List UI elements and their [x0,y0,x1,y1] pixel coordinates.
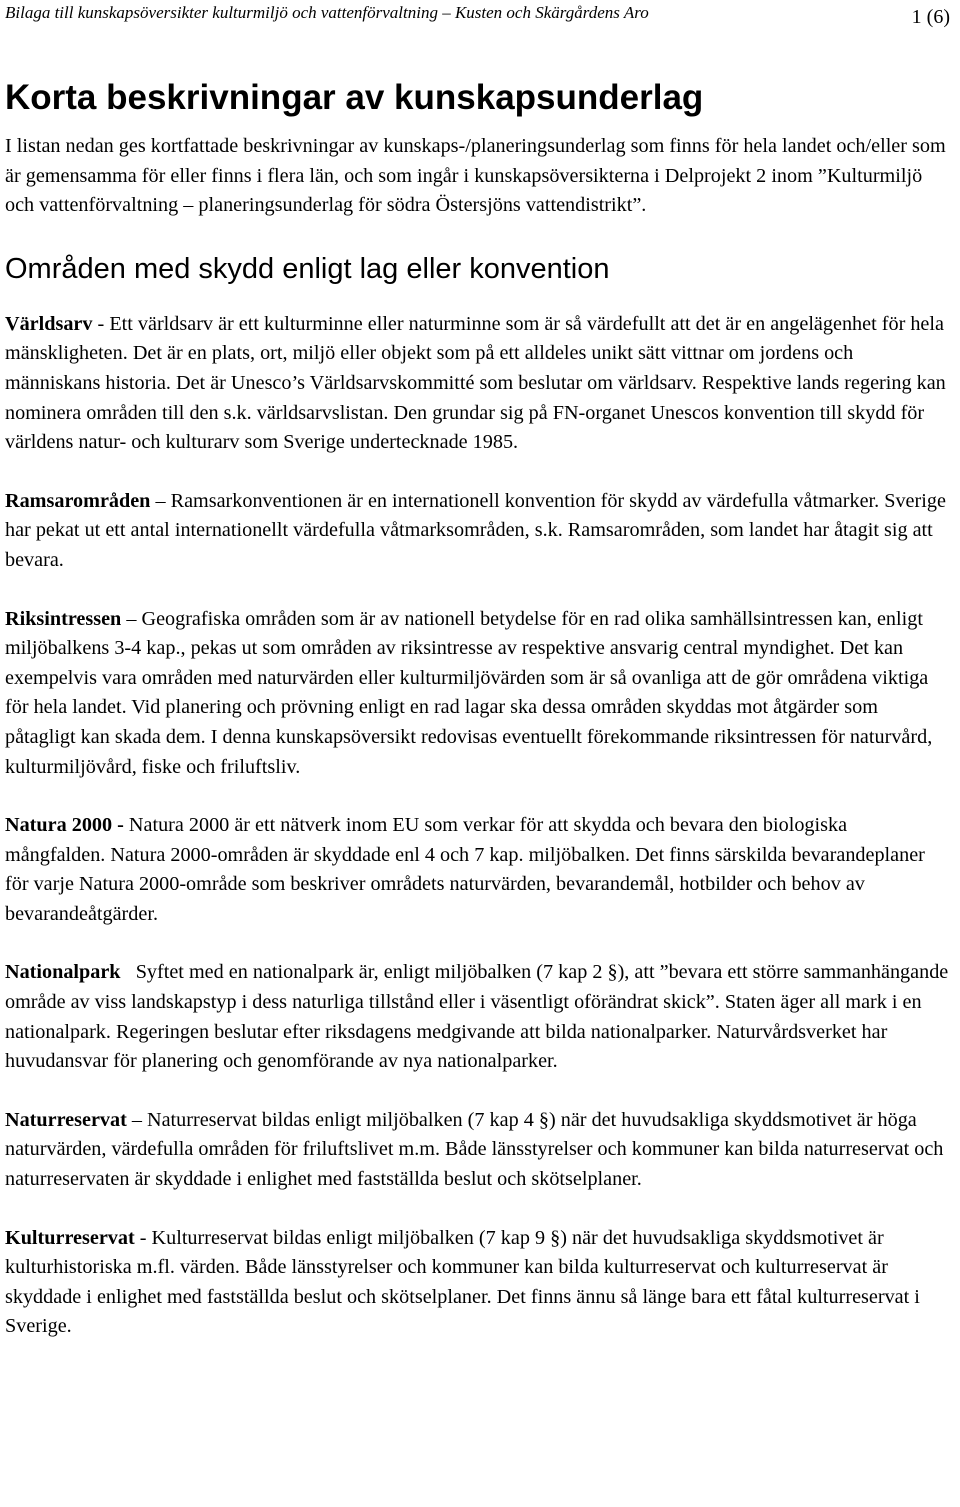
entry-riksintressen [5,605,952,783]
page-title: Korta beskrivningar av kunskapsunderlag [5,78,704,117]
entry-separator: – [121,607,142,630]
entry-term: Ramsarområden [5,489,151,512]
entry-kulturreservat [5,1224,952,1342]
entry-term: Nationalpark [5,961,121,984]
entry-text: Ramsarkonventionen är en internationell konvention för skydd av värdefulla våtmarker. Sverige har pekat ut ett antal internationellt värdefulla våtmarksområden, s.k. Ramsarområden, som landet har åtagit sig att bevara. [5,489,946,571]
running-header [5,0,952,30]
entry-term: Naturreservat [5,1108,127,1131]
entry-naturreservat [5,1106,952,1195]
page-number: 1 (6) [911,6,950,28]
entry-paragraph [5,1224,952,1342]
entry-text: Kulturreservat bildas enligt miljöbalken (7 kap 9 §) när det huvudsakliga skyddsmotivet är kulturhistoriska m.fl. värden. Både länsstyrelser och kommuner kan bilda kulturreservat och kulturreservat är skyddade i enlighet med fastställda beslut och skötselplaner. Det finns ännu så länge bara ett fåtal kulturreservat i Sverige. [5,1226,920,1338]
entry-paragraph [5,958,952,1076]
entry-separator: - [134,1226,152,1249]
entry-separator: – [126,1108,148,1131]
entry-ramsaromraden [5,487,952,576]
entry-text: Natura 2000 är ett nätverk inom EU som verkar för att skydda och bevara den biologiska mångfalden. Natura 2000-områden är skyddade enl 4 och 7 kap. miljöbalken. Det finns särskilda bevarandeplaner för varje Natura 2000-område som beskriver områdets naturvärden, bevarandemål, hotbilder och behov av bevarandeåtgärder. [5,814,925,925]
running-title: Bilaga till kunskapsöversikter kulturmiljö och vattenförvaltning – Kusten och Skärgårdens Aro [5,3,649,22]
section-heading: Områden med skydd enligt lag eller konvention [5,252,610,285]
entry-paragraph [5,1106,952,1195]
entry-natura-2000 [5,811,952,929]
entry-term: Kulturreservat [5,1226,135,1249]
entry-separator: - [92,312,110,335]
entry-paragraph [5,811,952,929]
entry-text: Ett världsarv är ett kulturminne eller naturminne som är så värdefullt att det är en angelägenhet för hela mänskligheten. Det är en plats, ort, miljö eller objekt som på ett alldeles unikt sätt vittnar om jordens och människans historia. Det är Unesco’s Världsarvskommitté som beslutar om världsarv. Respektive lands regering kan nominera områden till den s.k. världsarvslistan. Den grundar sig på FN-organet Unescos konvention till skydd för världens natur- och kulturarv som Sverige undertecknade 1985. [5,312,946,454]
entry-paragraph [5,487,952,576]
entry-term: Riksintressen [5,607,122,630]
entry-term: Världsarv [5,312,93,335]
entry-term: Natura 2000 - [5,814,124,837]
entry-separator: – [150,489,171,512]
entry-paragraph [5,605,952,783]
entry-text: Syftet med en nationalpark är, enligt miljöbalken (7 kap 2 §), att ”bevara ett större sammanhängande område av viss landskapstyp i dess naturliga tillstånd eller i väsentligt oförändrat skick”. Staten äger all mark i en nationalpark. Regeringen beslutar efter riksdagens medgivande att bilda nationalparker. Naturvårdsverket har huvudansvar för planering och genomförande av nya nationalparker. [5,961,954,1073]
entry-text: Geografiska områden som är av nationell betydelse för en rad olika samhällsintressen kan, enligt miljöbalkens 3-4 kap., pekas ut som områden av riksintresse av respektive ansvarig central myndighet. Det kan exempelvis vara områden med naturvärden eller kulturmiljövärden som är så ovanliga att de gör områdena viktiga för hela landet. Vid planering och prövning enligt en rad lagar ska dessa områden skyddas mot åtgärder som påtagligt kan skada dem. I denna kunskapsöversikt redovisas eventuellt förekommande riksintressen för naturvård, kulturmiljövård, fiske och friluftsliv. [5,607,933,778]
entry-separator [121,961,136,983]
entry-varldsarv [5,310,952,458]
entry-nationalpark [5,958,952,1076]
entry-paragraph [5,310,952,458]
entry-list [5,310,952,1342]
entry-text: Naturreservat bildas enligt miljöbalken (7 kap 4 §) när det huvudsakliga skyddsmotivet är höga naturvärden, värdefulla områden för friluftslivet m.m. Både länsstyrelser och kommuner kan bilda naturreservat och naturreservaten är skyddade i enlighet med fastställda beslut och skötselplaner. [5,1108,944,1191]
intro-paragraph: I listan nedan ges kortfattade beskrivningar av kunskaps-/planeringsunderlag som finns för hela landet och/eller som är gemensamma för eller finns i flera län, och som ingår i kunskapsöversikterna i Delprojekt 2 inom ”Kulturmiljö och vattenförvaltning – planeringsunderlag för södra Östersjöns vattendistrikt”. [5,135,946,217]
